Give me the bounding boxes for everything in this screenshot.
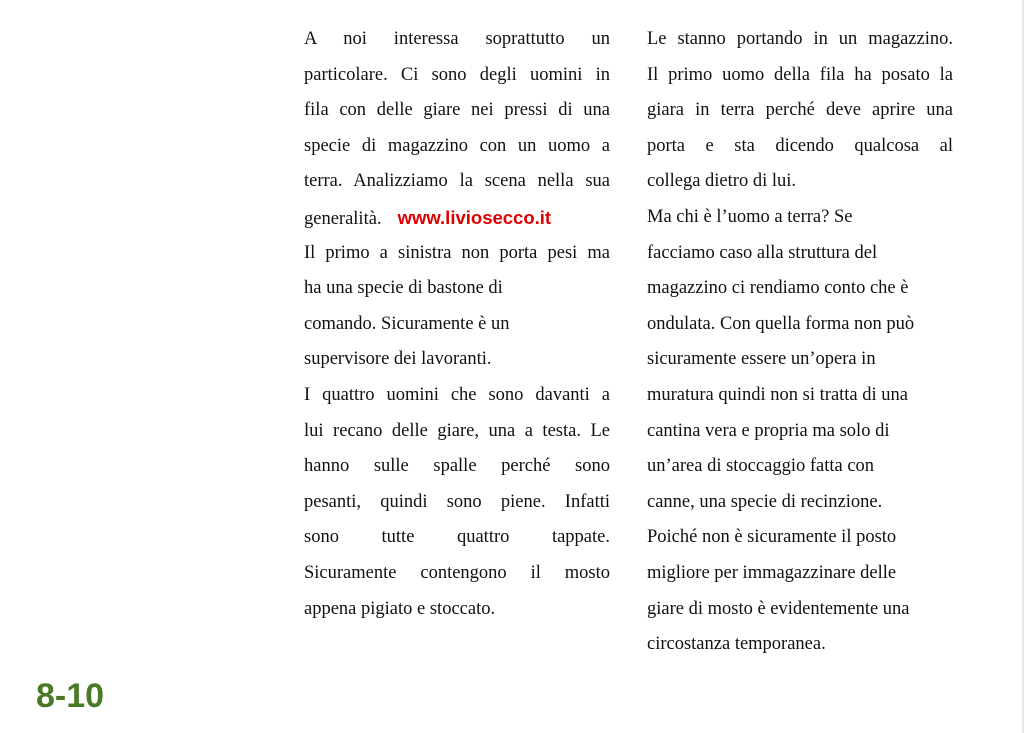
watermark-link[interactable]: www.liviosecco.it [397,206,552,228]
text-line: comando. Sicuramente è un [304,313,510,334]
text-line: supervisore dei lavoranti. [304,349,492,370]
text-line: un’area di stoccaggio fatta con [647,456,875,477]
text-line: collega dietro di lui. [647,171,796,192]
right-text-column [647,22,953,663]
text-line: ha una specie di bastone di [304,278,503,299]
text-line: circostanza temporanea. [647,634,826,655]
left-text-column [304,22,610,627]
text-line: canne, una specie di recinzione. [647,491,883,512]
text-line: A noi interessa soprattutto un [304,29,610,49]
text-line: specie di magazzino con un uomo a [304,135,610,156]
text-line: Poiché non è sicuramente il posto [647,527,897,548]
text-line: I quattro uomini che sono davanti a [304,384,610,405]
text-line: migliore per immagazzinare delle [647,562,897,583]
text-line: porta e sta dicendo qualcosa al [647,135,953,156]
text-line: fila con delle giare nei pressi di una [304,100,610,121]
text-line: sono tutte quattro tappate. [304,527,610,548]
text-line: facciamo caso alla struttura del [647,242,878,263]
text-line: lui recano delle giare, una a testa. Le [304,420,610,441]
text-line: Il primo uomo della fila ha posato la [647,64,953,85]
text-line-with-watermark [304,200,610,236]
text-line: Ma chi è l’uomo a terra? Se [647,206,853,227]
text-line: sicuramente essere un’opera in [647,349,876,370]
text-line: giare di mosto è evidentemente una [647,598,910,619]
text-line: ondulata. Con quella forma non può [647,313,915,334]
text-line: Le stanno portando in un magazzino. [647,29,953,49]
text-line: muratura quindi non si tratta di una [647,384,908,405]
text-line: particolare. Ci sono degli uomini in [304,64,610,85]
text-line: terra. Analizziamo la scena nella sua [304,171,610,192]
text-line: hanno sulle spalle perché sono [304,456,610,477]
text-line: giara in terra perché deve aprire una [647,100,953,121]
text-line: cantina vera e propria ma solo di [647,420,890,441]
page-number: 8-10 [36,677,105,715]
text-line: magazzino ci rendiamo conto che è [647,278,909,299]
text-line: pesanti, quindi sono piene. Infatti [304,491,610,512]
text-line: generalità. [304,208,382,229]
text-line: Il primo a sinistra non porta pesi ma [304,242,610,263]
text-line: appena pigiato e stoccato. [304,598,496,619]
text-line: Sicuramente contengono il mosto [304,562,610,583]
